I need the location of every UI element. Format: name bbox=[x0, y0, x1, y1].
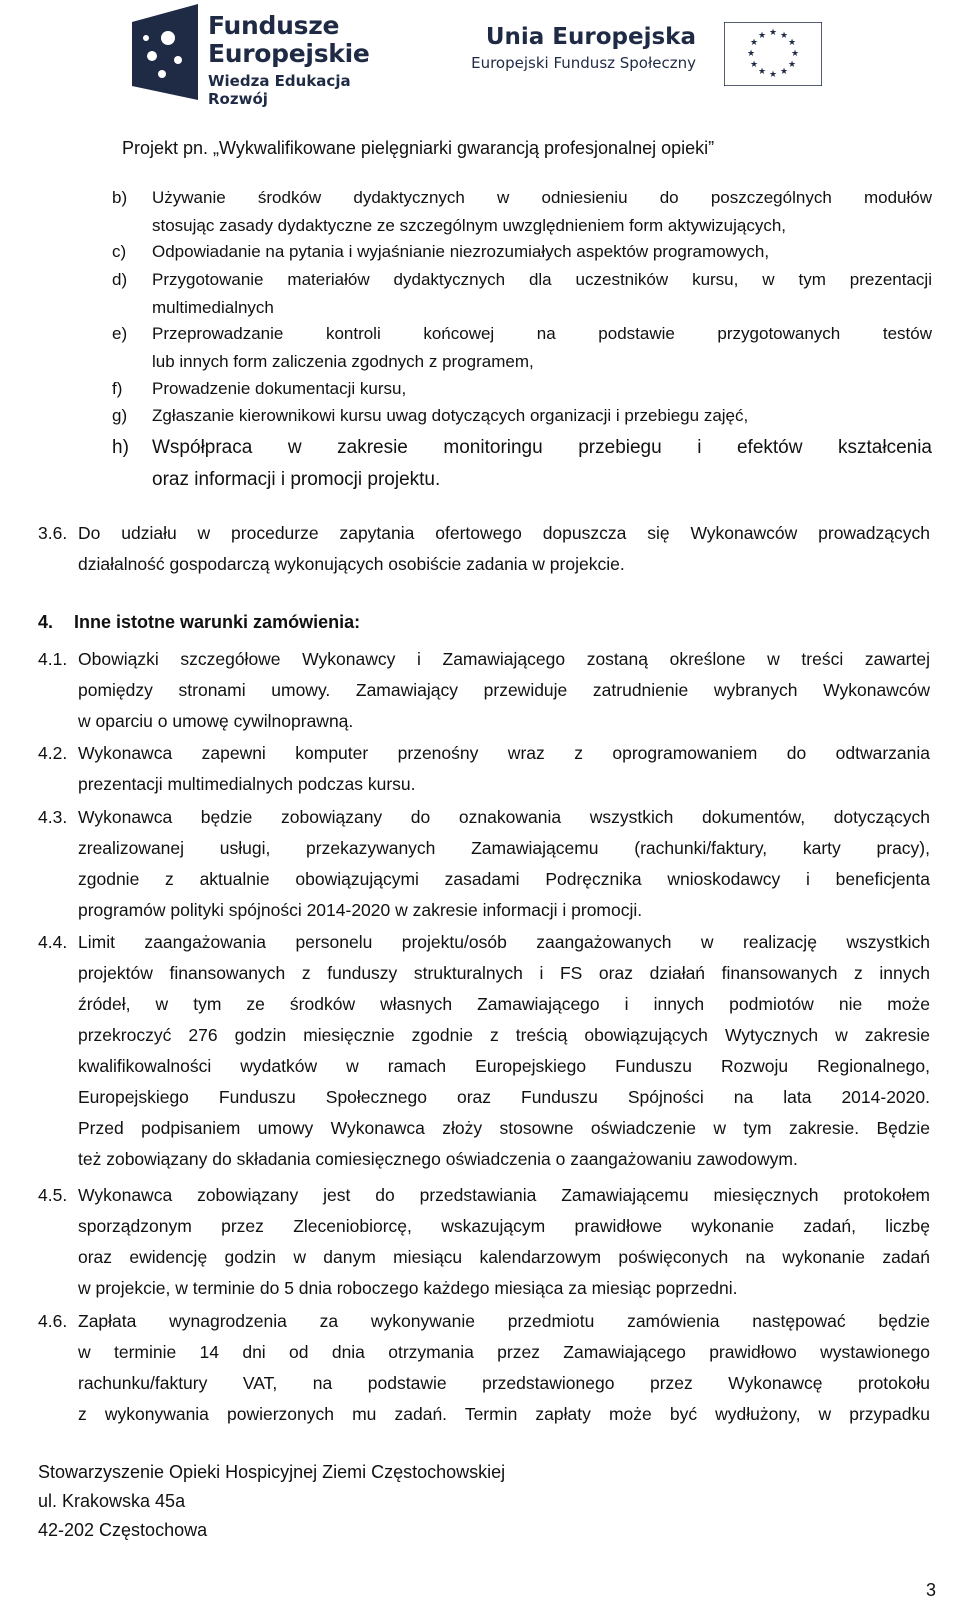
line: Współpraca w zakresie monitoringu przebiegu i efektów kształcenia bbox=[152, 437, 932, 458]
list-marker: d) bbox=[112, 270, 128, 289]
line: z wykonywania powierzonych mu zadań. Termin zapłaty może być wydłużony, w przypadku bbox=[78, 1404, 930, 1424]
line: lub innych form zaliczenia zgodnych z programem, bbox=[152, 352, 534, 371]
line: prezentacji multimedialnych podczas kursu. bbox=[78, 774, 416, 794]
section-text bbox=[78, 1306, 930, 1430]
line: kwalifikowalności wydatków w ramach Europejskiego Funduszu Rozwoju Regionalnego, bbox=[78, 1056, 930, 1076]
line: Wykonawca zapewni komputer przenośny wraz z oprogramowaniem do odtwarzania bbox=[78, 743, 930, 763]
fe-logo-line3: Wiedza Edukacja Rozwój bbox=[208, 72, 351, 108]
fe-logo-line2: Europejskie bbox=[208, 39, 370, 68]
line: Zapłata wynagrodzenia za wykonywanie przedmiotu zamówienia następować będzie bbox=[78, 1311, 930, 1331]
svg-text:★: ★ bbox=[749, 38, 759, 48]
section-number: 4.2. bbox=[38, 743, 68, 763]
list-item-text bbox=[152, 238, 932, 266]
footer-street: ul. Krakowska 45a bbox=[38, 1491, 186, 1511]
list-item-text bbox=[152, 432, 932, 496]
svg-text:★: ★ bbox=[768, 70, 778, 80]
eu-logo-line1: Unia Europejska bbox=[485, 24, 696, 50]
list-item-text bbox=[152, 184, 932, 240]
line: projektów finansowanych z funduszy strukturalnych i FS oraz działań finansowanych z innych bbox=[78, 963, 930, 983]
line: Przeprowadzanie kontroli końcowej na podstawie przygotowanych testów bbox=[152, 324, 932, 343]
line: rachunku/faktury VAT, na podstawie przedstawionego przez Wykonawcę protokołu bbox=[78, 1373, 930, 1393]
line: oraz informacji i promocji projektu. bbox=[152, 469, 441, 490]
svg-text:★: ★ bbox=[757, 31, 767, 41]
eu-logo bbox=[468, 22, 938, 102]
section-number: 4. bbox=[38, 612, 54, 632]
svg-text:★: ★ bbox=[787, 38, 797, 48]
line: Do udziału w procedurze zapytania ofertowego dopuszcza się Wykonawców prowadzących bbox=[78, 523, 930, 543]
line: zgodnie z aktualnie obowiązującymi zasadami Podręcznika wnioskodawcy i beneficjenta bbox=[78, 869, 930, 889]
svg-text:★: ★ bbox=[779, 67, 789, 77]
svg-text:★: ★ bbox=[779, 31, 789, 41]
section-title: Inne istotne warunki zamówienia: bbox=[74, 612, 361, 632]
line: w projekcie, w terminie do 5 dnia roboczego każdego miesiąca za miesiąc poprzedni. bbox=[78, 1278, 738, 1298]
line: Przygotowanie materiałów dydaktycznych dla uczestników kursu, w tym prezentacji bbox=[152, 270, 932, 289]
svg-text:★: ★ bbox=[757, 67, 767, 77]
fe-logo-line1: Fundusze bbox=[208, 11, 340, 40]
line: przekroczyć 276 godzin miesięcznie zgodnie z treścią obowiązujących Wytycznych w zakresie bbox=[78, 1025, 930, 1045]
line: w oparciu o umowę cywilnoprawną. bbox=[78, 711, 354, 731]
line: w terminie 14 dni od dnia otrzymania przez Zamawiającego prawidłowo wystawionego bbox=[78, 1342, 930, 1362]
svg-text:★: ★ bbox=[746, 49, 756, 59]
line: zrealizowanej usługi, przekazywanych Zamawiającemu (rachunki/faktury, karty pracy), bbox=[78, 838, 930, 858]
line: pomiędzy stronami umowy. Zamawiający przewiduje zatrudnienie wybranych Wykonawców bbox=[78, 680, 930, 700]
list-item-c bbox=[112, 238, 932, 266]
line: Wykonawca będzie zobowiązany do oznakowania wszystkich dokumentów, dotyczących bbox=[78, 807, 930, 827]
list-marker: h) bbox=[112, 437, 129, 458]
list-item-f bbox=[112, 375, 932, 403]
section-number: 3.6. bbox=[38, 523, 68, 543]
section-text bbox=[78, 738, 930, 800]
eu-flag-icon bbox=[724, 22, 822, 86]
list-item-g bbox=[112, 402, 932, 430]
section-text bbox=[78, 927, 930, 1175]
line: programów polityki spójności 2014-2020 w zakresie informacji i promocji. bbox=[78, 900, 643, 920]
section-number: 4.1. bbox=[38, 649, 68, 669]
line: stosując zasady dydaktyczne ze szczególnym uwzględnieniem form aktywizujących, bbox=[152, 216, 786, 235]
section-number: 4.6. bbox=[38, 1311, 68, 1331]
list-item-b bbox=[112, 184, 932, 240]
section-number: 4.4. bbox=[38, 932, 68, 952]
section-number: 4.5. bbox=[38, 1185, 68, 1205]
list-item-text bbox=[152, 375, 932, 403]
line: Przed podpisaniem umowy Wykonawca złoży stosowne oświadczenie w tym zakresie. Będzie bbox=[78, 1118, 930, 1138]
funds-europe-logo bbox=[130, 0, 400, 108]
section-text bbox=[78, 518, 930, 580]
line: Odpowiadanie na pytania i wyjaśnianie niezrozumiałych aspektów programowych, bbox=[152, 242, 770, 261]
line: Używanie środków dydaktycznych w odniesieniu do poszczególnych modułów bbox=[152, 188, 932, 207]
footer-city: 42-202 Częstochowa bbox=[38, 1520, 208, 1540]
list-item-text bbox=[152, 320, 932, 376]
eu-logo-line2: Europejski Fundusz Społeczny bbox=[471, 54, 696, 72]
list-marker: b) bbox=[112, 188, 128, 207]
line: też zobowiązany do składania comiesięcznego oświadczenia o zaangażowaniu zawodowym. bbox=[78, 1149, 798, 1169]
list-item-h bbox=[112, 432, 932, 496]
section-text bbox=[78, 1180, 930, 1304]
line: Obowiązki szczegółowe Wykonawcy i Zamawiającego zostaną określone w treści zawartej bbox=[78, 649, 930, 669]
list-marker: g) bbox=[112, 406, 128, 425]
svg-text:★: ★ bbox=[749, 60, 759, 70]
footer-address bbox=[38, 1458, 505, 1545]
list-item-e bbox=[112, 320, 932, 376]
page-number: 3 bbox=[925, 1580, 936, 1600]
section-4-heading bbox=[38, 612, 360, 633]
line: Europejskiego Funduszu Społecznego oraz Funduszu Spójności na lata 2014-2020. bbox=[78, 1087, 930, 1107]
line: Wykonawca zobowiązany jest do przedstawiania Zamawiającemu miesięcznych protokołem bbox=[78, 1185, 930, 1205]
funds-europe-logo-mark bbox=[130, 2, 200, 102]
project-title: Projekt pn. „Wykwalifikowane pielęgniarki gwarancją profesjonalnej opieki” bbox=[122, 138, 715, 158]
section-text bbox=[78, 802, 930, 926]
list-item-text bbox=[152, 266, 932, 322]
line: działalność gospodarczą wykonujących osobiście zadania w projekcie. bbox=[78, 554, 625, 574]
line: źródeł, w tym ze środków własnych Zamawiającego i innych podmiotów nie może bbox=[78, 994, 930, 1014]
line: oraz ewidencję godzin w danym miesiącu kalendarzowym poświęconych na wykonanie zadań bbox=[78, 1247, 930, 1267]
svg-text:★: ★ bbox=[787, 60, 797, 70]
list-item-d bbox=[112, 266, 932, 322]
line: multimedialnych bbox=[152, 298, 274, 317]
svg-text:★: ★ bbox=[790, 49, 800, 59]
list-marker: c) bbox=[112, 242, 127, 261]
svg-text:★: ★ bbox=[768, 28, 778, 38]
list-marker: f) bbox=[112, 379, 123, 398]
section-number: 4.3. bbox=[38, 807, 68, 827]
list-item-text bbox=[152, 402, 932, 430]
section-text bbox=[78, 644, 930, 737]
line: Prowadzenie dokumentacji kursu, bbox=[152, 379, 407, 398]
line: Limit zaangażowania personelu projektu/osób zaangażowanych w realizację wszystkich bbox=[78, 932, 930, 952]
footer-organization: Stowarzyszenie Opieki Hospicyjnej Ziemi Częstochowskiej bbox=[38, 1462, 506, 1482]
line: sporządzonym przez Zleceniobiorcę, wskazującym prawidłowe wykonanie zadań, liczbę bbox=[78, 1216, 930, 1236]
line: Zgłaszanie kierownikowi kursu uwag dotyczących organizacji i przebiegu zajęć, bbox=[152, 406, 749, 425]
list-marker: e) bbox=[112, 324, 128, 343]
